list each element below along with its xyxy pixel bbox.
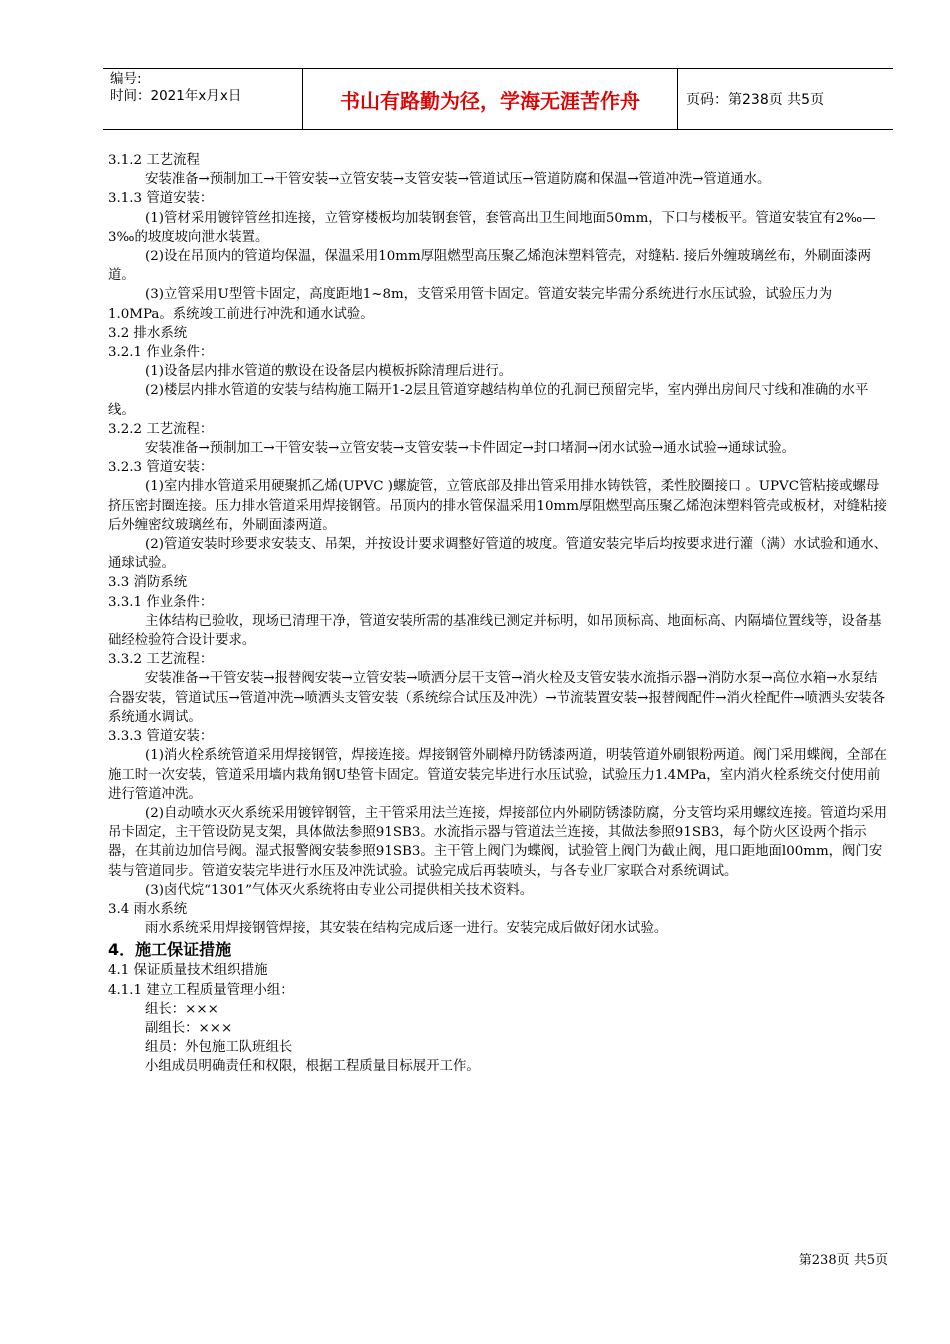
paragraph: 安装准备→干管安装→报替阀安装→立管安装→喷洒分层干支管→消火栓及支管安装水流指示器→消防水泵→高位水箱→水泵结合器安装，管道试压→管道冲洗→喷洒头支管安装（系统综合试压及冲洗）→节流装置安装→报替阀配件→消火栓配件→喷洒头安装各系统通水调试。	[108, 671, 886, 725]
paragraph: (2)自动喷水灭火系统采用镀锌钢管，主干管采用法兰连接，焊接部位内外刷防锈漆防腐，分支管均采用螺纹连接。管道均采用吊卡固定，主干管设防晃支架，具体做法参照91SB3。水流指示器与管道法兰连接，其做法参照91SB3，每个防火区设两个指示器，在其前边加信号阀。湿式报警阀安装参照91SB3。主干管上阀门为蝶阀，试验管上阀门为截止阀，甩口距地面l00mm，阀门安装与管道同步。管道安装完毕进行水压及冲洗试验。试验完成后再装喷头，与各专业厂家联合对系统调试。	[108, 805, 888, 879]
header-info-cell	[103, 69, 303, 129]
paragraph: 3.2.1 作业条件：	[108, 345, 214, 361]
paragraph: 组员：外包施工队班组长	[145, 1040, 293, 1056]
paragraph: 4.1 保证质量技术组织措施	[108, 963, 268, 979]
paragraph: 3.1.2 工艺流程	[108, 153, 200, 168]
document-number-label: 编号:	[110, 71, 142, 87]
paragraph: 主体结构已验收，现场已清理干净，管道安装所需的基准线已测定并标明，如吊顶标高、地面标高、内隔墙位置线等，设备基础经检验符合设计要求。	[108, 613, 882, 649]
paragraph: 组长：×××	[145, 1001, 219, 1017]
paragraph: 3.3.3 管道安装：	[108, 729, 214, 745]
paragraph: (1)设备层内排水管道的敷设在设备层内模板拆除清理后进行。	[145, 364, 513, 380]
paragraph: (3)立管采用U型管卡固定，高度距地1~8m，支管采用管卡固定。管道安装完毕需分系统进行水压试验，试验压力为1.0MPa。系统竣工前进行冲洗和通水试验。	[108, 287, 833, 322]
paragraph: 3.2 排水系统	[108, 325, 188, 341]
paragraph: 3.3 消防系统	[108, 575, 188, 591]
paragraph: 3.3.1 作业条件：	[108, 594, 214, 610]
page-header	[103, 68, 893, 130]
paragraph: (2)楼层内排水管道的安装与结构施工隔开1-2层且管道穿越结构单位的孔洞已预留完毕，室内弹出房间尺寸线和准确的水平线。	[108, 383, 869, 418]
paragraph: 3.4 雨水系统	[108, 901, 188, 917]
header-page-info: 页码：第238页 共5页	[686, 92, 825, 108]
paragraph: 安装准备→预制加工→干管安装→立管安装→支管安装→管道试压→管道防腐和保温→管道冲洗→管道通水。	[145, 172, 771, 188]
paragraph: (3)卤代烷“1301”气体灭火系统将由专业公司提供相关技术资料。	[145, 882, 534, 898]
paragraph: (1)室内排水管道采用硬聚抓乙烯(UPVC )螺旋管，立管底部及排出管采用排水铸铁管，柔性胶圈接口 。UPVC管粘接或螺母挤压密封圈连接。压力排水管道采用焊接钢管。吊顶内的排水管保温采用10mm厚阻燃型高压聚乙烯泡沫塑料管壳或板材，对缝粘接后外缠密纹玻璃丝布，外刷面漆两道。	[108, 479, 887, 533]
paragraph: (2)设在吊顶内的管道均保温，保温采用10mm厚阻燃型高压聚乙烯泡沫塑料管壳，对缝粘. 接后外缠玻璃丝布，外刷面漆两道。	[108, 249, 872, 284]
paragraph: 安装准备→预制加工→干管安装→立管安装→支管安装→卡件固定→封口堵洞→闭水试验→通水试验→通球试验。	[145, 441, 795, 457]
paragraph: 3.2.3 管道安装：	[108, 460, 214, 476]
section-heading: 4．施工保证措施	[108, 940, 232, 960]
paragraph: 3.2.2 工艺流程：	[108, 421, 214, 437]
paragraph: (1)管材采用镀锌管丝扣连接，立管穿楼板均加装钢套管，套管高出卫生间地面50mm，下口与楼板平。管道安装宜有2‰—3‰的坡度坡向泄水装置。	[108, 210, 876, 245]
paragraph: 雨水系统采用焊接钢管焊接，其安装在结构完成后逐一进行。安装完成后做好闭水试验。	[145, 921, 668, 937]
paragraph: (1)消火栓系统管道采用焊接钢管，焊接连接。焊接钢管外刷樟丹防锈漆两道，明装管道外刷银粉两道。阀门采用蝶阀，全部在施工时一次安装，管道采用墙内栽角钢U垫管卡固定。管道安装完毕进行水压试验，试验压力1.4MPa，室内消火栓系统交付使用前进行管道冲洗。	[108, 748, 888, 802]
paragraph: 4.1.1 建立工程质量管理小组：	[108, 982, 294, 998]
paragraph: 3.1.3 管道安装：	[108, 191, 214, 207]
paragraph: 副组长：×××	[145, 1020, 233, 1036]
paragraph: 3.3.2 工艺流程：	[108, 652, 214, 668]
paragraph: (2)管道安装时珍要求安装支、吊架，并按设计要求调整好管道的坡度。管道安装完毕后均按要求进行灌（满）水试验和通水、通球试验。	[108, 537, 888, 572]
document-body	[108, 151, 890, 1077]
page-footer: 第238页 共5页	[798, 1253, 888, 1268]
paragraph: 小组成员明确责任和权限，根据工程质量目标展开工作。	[145, 1059, 480, 1075]
header-motto: 书山有路勤为径，学海无涯苦作舟	[303, 69, 678, 129]
document-time-label: 时间：2021年x月x日	[110, 88, 242, 104]
